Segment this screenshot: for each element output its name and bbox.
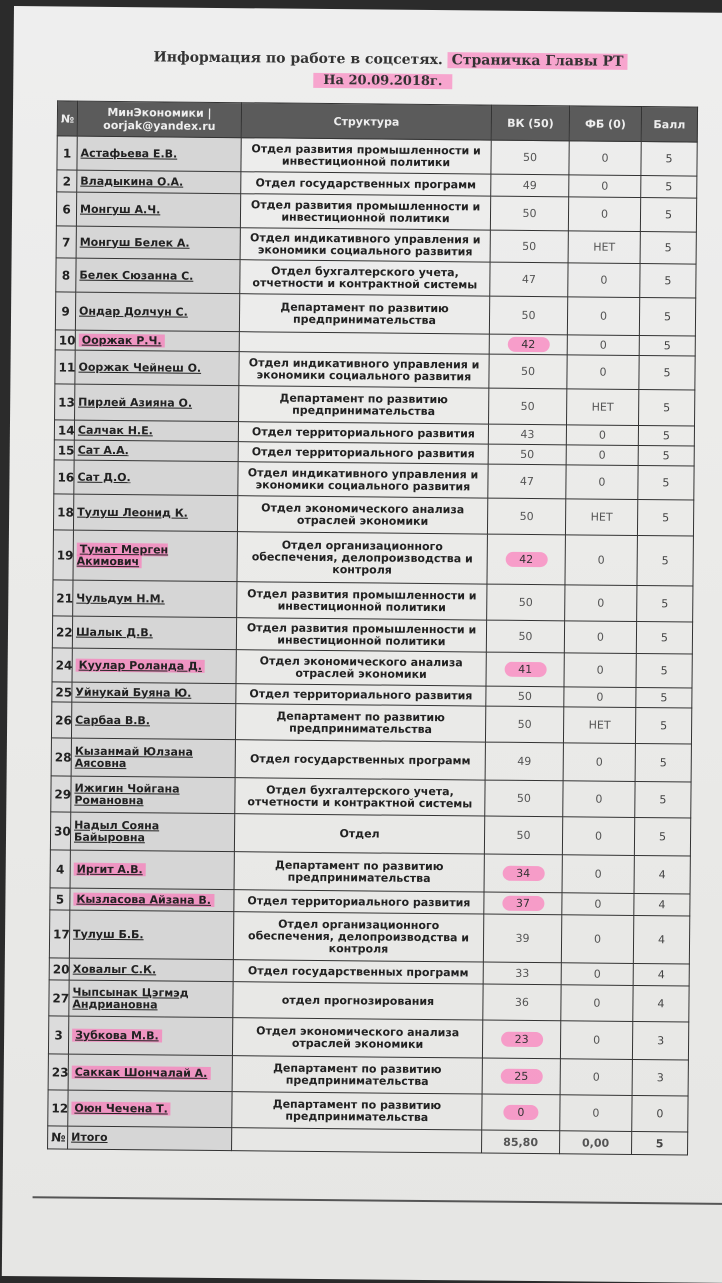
row-number: 27 [49, 980, 69, 1016]
ball-score: 5 [637, 500, 693, 537]
fb-score: 0 [566, 445, 638, 466]
fb-score: НЕТ [567, 389, 639, 426]
table-body [48, 136, 698, 1155]
vk-score [484, 854, 562, 893]
employee-name: Чульдум Н.М. [73, 580, 237, 618]
row-number: 2 [57, 170, 77, 192]
col-header-ball: Балл [641, 107, 697, 143]
department: Отдел территориального развития [238, 422, 488, 444]
table-row [53, 580, 693, 622]
row-number: 21 [53, 580, 73, 616]
vk-score [487, 534, 565, 585]
document-page [2, 6, 722, 1283]
row-number: 5 [50, 888, 70, 910]
row-number: 6 [56, 192, 76, 226]
ball-score: 5 [639, 298, 695, 337]
ball-score: 5 [634, 817, 690, 856]
employee-name [72, 648, 236, 684]
department: Департамент по развитию предпринимательства [232, 1056, 482, 1094]
department: отдел прогнозирования [233, 982, 483, 1020]
department: Отдел государственных программ [241, 172, 491, 196]
row-number: 1 [57, 136, 77, 170]
fb-score: 0 [567, 335, 639, 356]
fb-score: 0 [566, 425, 638, 446]
department: Отдел индикативного управления и экономики социального развития [238, 462, 488, 498]
table-row [49, 910, 689, 964]
department: Отдел бухгалтерского учета, отчетности и контрактной системы [240, 260, 490, 296]
vk-score: 50 [484, 816, 562, 855]
employee-name: Монгуш А.Ч. [76, 192, 240, 228]
employee-name-highlight: Куулар Роланда Д. [76, 658, 205, 672]
row-number: 9 [55, 292, 75, 330]
employee-name-highlight: Тумат Мерген Акимович [76, 542, 169, 568]
row-number: 22 [52, 616, 72, 648]
col-header-fb: ФБ (0) [569, 106, 641, 142]
department: Департамент по развитию предпринимательства [234, 852, 484, 892]
total-structure [232, 1128, 482, 1153]
document-title [153, 49, 713, 70]
employee-name [73, 530, 237, 582]
employee-name [68, 1016, 232, 1056]
fb-score: НЕТ [563, 707, 635, 744]
fb-score: 0 [565, 585, 637, 622]
vk-score: 47 [490, 262, 568, 297]
employee-name [75, 330, 239, 352]
employee-name: Пирлей Азияна О. [75, 384, 239, 422]
vk-score: 50 [487, 584, 565, 621]
page-divider [33, 1196, 722, 1205]
fb-score: 0 [568, 197, 640, 232]
fb-score: 0 [563, 781, 635, 818]
table-row [55, 384, 695, 426]
vk-score: 50 [486, 686, 564, 707]
ball-score: 3 [632, 1059, 688, 1096]
row-number: 25 [52, 682, 72, 702]
fb-score: 0 [563, 743, 635, 782]
fb-score: 0 [564, 653, 636, 688]
ball-score: 4 [633, 915, 689, 964]
employee-name: Надыл Сояна Байыровна [70, 812, 234, 852]
vk-score: 50 [487, 498, 565, 535]
total-label: Итого [68, 1126, 232, 1151]
employee-name: Кызанмай Юлзана Аясовна [71, 738, 235, 778]
vk-score: 36 [483, 984, 561, 1021]
fb-score: 0 [569, 141, 641, 176]
vk-score: 47 [488, 464, 566, 499]
vk-score-highlight: 34 [502, 866, 544, 881]
row-number: 24 [52, 648, 72, 682]
department: Отдел развития промышленности и инвестиционной политики [237, 582, 487, 620]
ball-score: 4 [634, 855, 690, 894]
row-number: 28 [51, 738, 71, 776]
vk-score: 50 [489, 388, 567, 425]
row-number: 14 [54, 420, 74, 440]
employee-name [68, 1090, 232, 1128]
table-row [48, 1054, 688, 1096]
employee-name: Сарбаа В.В. [71, 702, 235, 740]
ball-score: 5 [639, 336, 695, 357]
employee-name: Владыкина О.А. [77, 170, 241, 194]
row-number: 20 [49, 958, 69, 980]
title-highlighted-text: Страничка Главы РТ [448, 52, 628, 70]
row-number: 26 [51, 702, 71, 738]
row-number: 15 [54, 440, 74, 460]
employee-name [70, 888, 234, 912]
row-number: 30 [50, 812, 70, 850]
vk-score: 50 [485, 706, 563, 743]
employee-name [70, 850, 234, 890]
vk-score: 43 [488, 424, 566, 445]
employee-name: Тулуш Б.Б. [69, 910, 233, 960]
ball-score: 5 [636, 688, 692, 709]
row-number: 18 [53, 494, 73, 530]
department: Отдел государственных программ [235, 740, 485, 780]
row-number: 19 [53, 530, 73, 580]
employee-name: Ижигин Чойгана Романовна [71, 776, 235, 814]
total-row [48, 1126, 688, 1155]
vk-score [482, 1058, 560, 1095]
employee-name: Сат Д.О. [74, 460, 238, 496]
employee-name: Тулуш Леонид К. [73, 494, 237, 532]
table-row [51, 738, 691, 782]
department: Отдел развития промышленности и инвестиционной политики [241, 138, 491, 174]
department: Отдел территориального развития [234, 890, 484, 914]
vk-score-highlight: 23 [501, 1032, 543, 1047]
employee-name: Ховалыг С.К. [69, 958, 233, 982]
department: Отдел индикативного управления и экономики социального развития [239, 352, 489, 388]
ball-score: 5 [641, 176, 697, 199]
fb-score: 0 [562, 893, 634, 916]
ball-score: 5 [640, 232, 696, 265]
ball-score: 5 [638, 446, 694, 467]
vk-score: 50 [489, 296, 567, 335]
vk-score-highlight: 37 [502, 896, 544, 911]
vk-score: 49 [485, 742, 563, 781]
ball-score: 5 [640, 198, 696, 233]
employee-name: Шалык Д.В. [72, 616, 236, 650]
total-num: № [48, 1126, 68, 1149]
vk-score: 50 [488, 444, 566, 465]
row-number: 10 [55, 330, 75, 350]
department: Отдел экономического анализа отраслей экономики [237, 496, 487, 534]
fb-score: 0 [560, 1021, 632, 1060]
title-text: Информация по работе в соцсетях. [153, 49, 443, 69]
row-number: 7 [56, 226, 76, 258]
table-row [49, 980, 689, 1022]
employee-name: Уйнукай Буяна Ю. [72, 682, 236, 704]
row-number: 3 [48, 1016, 68, 1054]
table-row [50, 812, 690, 856]
vk-score: 50 [490, 230, 568, 263]
ball-score: 5 [638, 426, 694, 447]
department: Отдел организационного обеспечения, делопроизводства и контроля [233, 912, 483, 962]
ball-score: 5 [639, 390, 695, 427]
employee-name-highlight: Оюн Чечена Т. [71, 1101, 170, 1115]
ball-score: 5 [636, 654, 692, 689]
department: Департамент по развитию предпринимательства [235, 704, 485, 742]
col-header-num: № [57, 101, 77, 136]
results-table [47, 100, 698, 1155]
employee-name-highlight: Ооржак Р.Ч. [79, 333, 165, 347]
report-date: На 20.09.2018г. [313, 73, 452, 89]
vk-score [486, 652, 564, 687]
vk-score: 49 [491, 174, 569, 197]
row-number: 4 [50, 850, 70, 888]
department: Отдел экономического анализа отраслей экономики [232, 1018, 482, 1058]
department: Отдел бухгалтерского учета, отчетности и контрактной системы [235, 778, 485, 816]
department [239, 332, 489, 354]
fb-score: 0 [569, 175, 641, 198]
department: Департамент по развитию предпринимательства [239, 294, 489, 334]
vk-score-highlight: 25 [500, 1069, 542, 1084]
ball-score: 5 [639, 356, 695, 391]
department: Отдел территориального развития [236, 684, 486, 706]
fb-score: 0 [561, 963, 633, 986]
table-row [55, 292, 695, 336]
table-row [53, 494, 693, 536]
ball-score: 5 [640, 264, 696, 299]
row-number: 17 [49, 910, 69, 958]
vk-score-highlight: 0 [503, 1105, 538, 1120]
fb-score: 0 [565, 535, 637, 586]
employee-name-highlight: Кызласова Айзана В. [73, 892, 214, 906]
fb-score: 0 [560, 1095, 632, 1132]
col-header-name: МинЭкономики | oorjak@yandex.ru [77, 101, 241, 138]
ball-score: 5 [635, 743, 691, 782]
department: Отдел развития промышленности и инвестиционной политики [240, 194, 490, 230]
table-row [51, 702, 691, 744]
employee-name: Монгуш Белек А. [76, 226, 240, 260]
table-row [50, 850, 690, 894]
department: Департамент по развитию предпринимательства [239, 386, 489, 424]
ball-score: 5 [635, 781, 691, 818]
ball-score: 5 [636, 622, 692, 655]
vk-score: 50 [489, 354, 567, 389]
vk-score: 39 [483, 914, 561, 963]
department: Отдел государственных программ [233, 960, 483, 984]
employee-name: Белек Сюзанна С. [76, 258, 240, 294]
department: Отдел территориального развития [238, 442, 488, 464]
employee-name: Салчак Н.Е. [74, 420, 238, 442]
total-fb: 0,00 [560, 1131, 632, 1155]
employee-name: Чыпсынак Цэгмэд Андриановна [69, 980, 233, 1018]
employee-name: Ондар Долчун С. [75, 292, 239, 332]
vk-score-highlight: 41 [504, 662, 546, 677]
vk-score: 33 [483, 962, 561, 985]
total-vk: 85,80 [482, 1130, 560, 1154]
fb-score: НЕТ [565, 499, 637, 536]
table-row [53, 530, 693, 586]
table-row [48, 1090, 688, 1132]
department: Департамент по развитию предпринимательства [232, 1092, 482, 1130]
fb-score: 0 [564, 621, 636, 654]
row-number: 11 [55, 350, 75, 384]
ball-score: 5 [637, 536, 693, 587]
fb-score: 0 [567, 355, 639, 390]
vk-score: 50 [485, 780, 563, 817]
fb-score: 0 [560, 1059, 632, 1096]
department: Отдел организационного обеспечения, делопроизводства и контроля [237, 532, 487, 584]
employee-name [68, 1054, 232, 1092]
col-header-vk: ВК (50) [491, 105, 569, 141]
ball-score: 4 [633, 963, 689, 986]
vk-score-highlight: 42 [505, 552, 547, 567]
row-number: 23 [48, 1054, 68, 1090]
department: Отдел экономического анализа отраслей экономики [236, 650, 486, 686]
fb-score: 0 [566, 465, 638, 500]
total-ball: 5 [632, 1131, 688, 1155]
fb-score: 0 [561, 915, 633, 964]
fb-score: 0 [561, 985, 633, 1022]
ball-score: 5 [635, 708, 691, 745]
ball-score: 5 [641, 142, 697, 177]
vk-score: 50 [486, 620, 564, 653]
fb-score: 0 [567, 297, 639, 336]
department: Отдел индикативного управления и экономики социального развития [240, 228, 490, 262]
employee-name: Сат А.А. [74, 440, 238, 462]
vk-score [489, 334, 567, 355]
employee-name-highlight: Зубкова М.В. [72, 1028, 162, 1042]
fb-score: 0 [568, 263, 640, 298]
ball-score: 5 [637, 586, 693, 623]
fb-score: 0 [562, 817, 634, 856]
vk-score [482, 1020, 560, 1059]
row-number: 13 [55, 384, 75, 420]
fb-score: НЕТ [568, 231, 640, 264]
ball-score: 5 [638, 466, 694, 501]
row-number: 16 [54, 460, 74, 494]
row-number: 8 [56, 258, 76, 292]
row-number: 29 [51, 776, 71, 812]
table-row [48, 1016, 688, 1060]
fb-score: 0 [562, 855, 634, 894]
ball-score: 0 [632, 1095, 688, 1132]
vk-score-highlight: 42 [507, 337, 549, 352]
ball-score: 3 [632, 1021, 688, 1060]
employee-name: Ооржак Чейнеш О. [75, 350, 239, 386]
vk-score [482, 1094, 560, 1131]
row-number: 12 [48, 1090, 68, 1126]
col-header-structure: Структура [241, 103, 491, 140]
department: Отдел [234, 814, 484, 854]
employee-name-highlight: Саккак Шончалай А. [72, 1065, 211, 1079]
department: Отдел развития промышленности и инвестиционной политики [236, 618, 486, 652]
ball-score: 4 [633, 985, 689, 1022]
vk-score: 50 [490, 196, 568, 231]
vk-score: 50 [491, 140, 569, 175]
fb-score: 0 [564, 687, 636, 708]
vk-score [484, 892, 562, 915]
ball-score: 4 [634, 893, 690, 916]
employee-name: Астафьева Е.В. [77, 136, 241, 172]
table-row [51, 776, 691, 818]
employee-name-highlight: Иргит А.В. [74, 862, 146, 876]
